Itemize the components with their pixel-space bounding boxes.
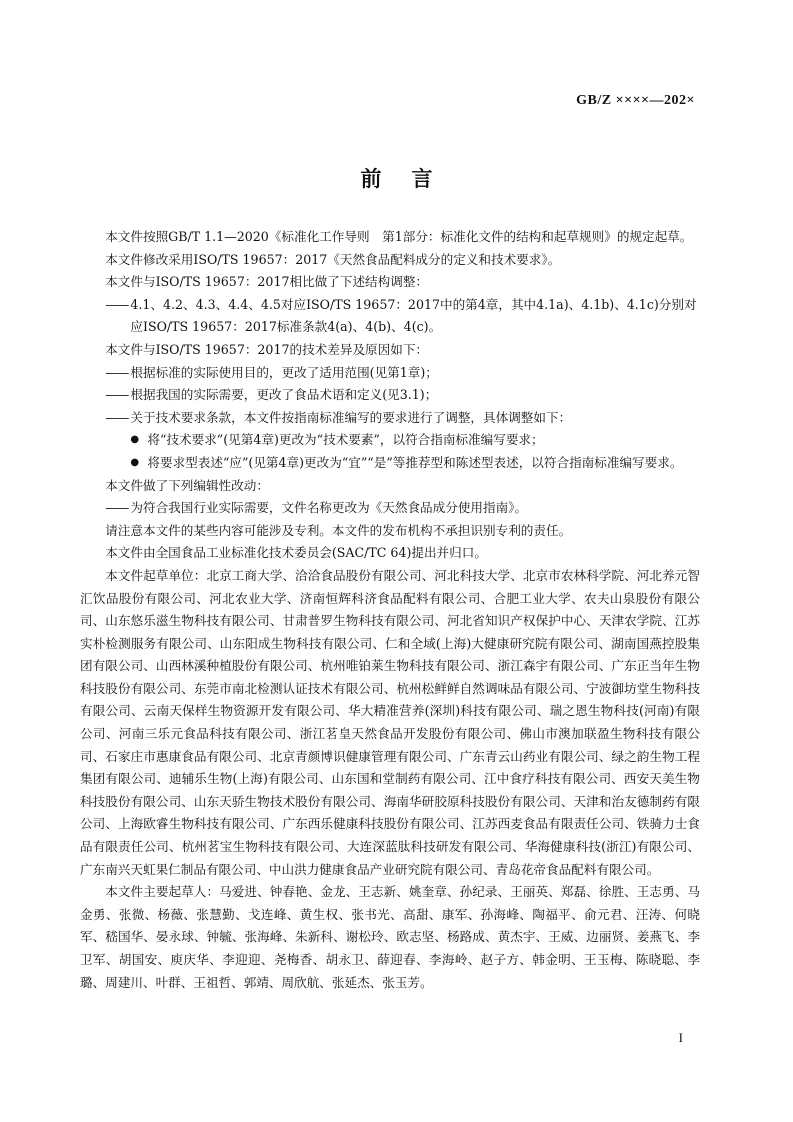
page-title: 前言: [360, 167, 463, 191]
bullet-list-item: [80, 429, 700, 452]
dash-list-item: [80, 294, 700, 339]
paragraph: 本文件与ISO/TS 19657：2017的技术差异及原因如下：: [105, 341, 429, 357]
paragraph: 本文件起草单位：北京工商大学、洽洽食品股份有限公司、河北科技大学、北京市农林科学院、河北养元智汇饮品股份有限公司、河北农业大学、济南恒辉科济食品配料有限公司、合肥工业大学、农夫山泉股份有限公司、山东悠乐滋生物科技有限公司、甘肃普罗生物科技有限公司、河北省知识产权保护中心、天津农学院、江苏实朴检测服务有限公司、山东阳成生物科技有限公司、仁和全域(上海)大健康研究院有限公司、湖南国燕控股集团有限公司、山西林溪种植股份有限公司、杭州唯铂莱生物科技有限公司、浙江森宇有限公司、广东正当年生物科技股份有限公司、东莞市南北检测认证技术有限公司、杭州松鲜鲜自然调味品有限公司、宁波御坊堂生物科技有限公司、云南天保样生物资源开发有限公司、华大精准营养(深圳)科技有限公司、瑞之恩生物科技(河南)有限公司、河南三乐元食品科技有限公司、浙江茗皇天然食品开发股份有限公司、佛山市澳加联盈生物科技有限公司、石家庄市惠康食品有限公司、北京青颜博识健康管理有限公司、广东青云山药业有限公司、绿之韵生物工程集团有限公司、迪辅乐生物(上海)有限公司、山东国和堂制药有限公司、江中食疗科技有限公司、西安天美生物科技股份有限公司、山东天骄生物技术股份有限公司、海南华研胶原科技股份有限公司、天津和治友德制药有限公司、上海欧睿生物科技有限公司、广东西乐健康科技股份有限公司、江苏西麦食品有限责任公司、铁骑力士食品有限责任公司、杭州茗宝生物科技有限公司、大连深蓝肽科技研发有限公司、华海健康科技(浙江)有限公司、广东南兴天虹果仁制品有限公司、中山洪力健康食品产业研究院有限公司、青岛花帝食品配料有限公司。: [80, 567, 700, 877]
paragraph: 本文件修改采用ISO/TS 19657：2017《天然食品配料成分的定义和技术要求》。: [105, 251, 561, 267]
dash-list-item: [80, 407, 700, 430]
dash-mark: ——: [105, 409, 129, 425]
foreword-body: [80, 226, 700, 994]
dash-mark: ——: [105, 364, 129, 380]
dash-list-item: [80, 497, 700, 520]
paragraph: 本文件按照GB/T 1.1—2020《标准化工作导则 第1部分：标准化文件的结构和起草规则》的规定起草。: [105, 229, 693, 244]
dash-item-text: 为符合我国行业实际需要，文件名称更改为《天然食品成分使用指南》。: [130, 500, 528, 516]
dash-mark: ——: [105, 296, 129, 312]
bullet-dot-icon: ●: [130, 456, 140, 468]
dash-list-item: [80, 362, 700, 385]
dash-item-text: 4.1、4.2、4.3、4.4、4.5对应ISO/TS 19657：2017中的第4章，其中4.1a)、4.1b)、4.1c)分别对应ISO/TS 19657：2017标准条款4(a)、4(b)、4(c)。: [130, 296, 697, 335]
paragraph: 请注意本文件的某些内容可能涉及专利。本文件的发布机构不承担识别专利的责任。: [105, 522, 572, 538]
dash-item-text: 根据我国的实际需要，更改了食品术语和定义(见3.1)；: [130, 387, 438, 403]
standard-code: GB/Z ××××—202×: [576, 93, 695, 108]
bullet-item-text: 将要求型表述“应”(见第4章)更改为“宜”“是”等推荐型和陈述型表述，以符合指南标准编写要求。: [147, 454, 683, 470]
bullet-list-item: [80, 452, 700, 475]
paragraph: 本文件做了下列编辑性改动：: [105, 477, 269, 493]
paragraph: 本文件主要起草人：马爱进、钟春艳、金龙、王志新、姚奎章、孙纪录、王丽英、郑磊、徐胜、王志勇、马金勇、张微、杨薇、张慧勤、戈连峰、黄生权、张书光、高甜、康军、孙海峰、陶福平、俞元君、汪涛、何晓军、嵇国华、晏永球、钟毓、张海峰、朱新科、谢松玲、欧志坚、杨路成、黄杰宇、王威、边丽贤、姜燕飞、李卫军、胡国安、庾庆华、李迎迎、尧梅香、胡永卫、薛迎春、李海岭、赵子方、韩金明、王玉梅、陈晓聪、李璐、周建川、叶群、王祖哲、郭靖、周欣航、张延杰、张玉芳。: [80, 884, 700, 990]
bullet-item-text: 将“技术要求”(见第4章)更改为“技术要素”，以符合指南标准编写要求；: [147, 432, 544, 448]
dash-item-text: 根据标准的实际使用目的，更改了适用范围(见第1章)；: [130, 364, 438, 380]
dash-list-item: [80, 384, 700, 407]
dash-mark: ——: [105, 387, 129, 403]
paragraph: 本文件与ISO/TS 19657：2017相比做了下述结构调整：: [105, 274, 429, 290]
paragraph: 本文件由全国食品工业标准化技术委员会(SAC/TC 64)提出并归口。: [105, 545, 487, 561]
dash-item-text: 关于技术要求条款，本文件按指南标准编写的要求进行了调整，具体调整如下：: [130, 409, 572, 425]
bullet-dot-icon: ●: [130, 434, 140, 446]
dash-mark: ——: [105, 500, 129, 516]
page-number: I: [678, 1030, 683, 1045]
